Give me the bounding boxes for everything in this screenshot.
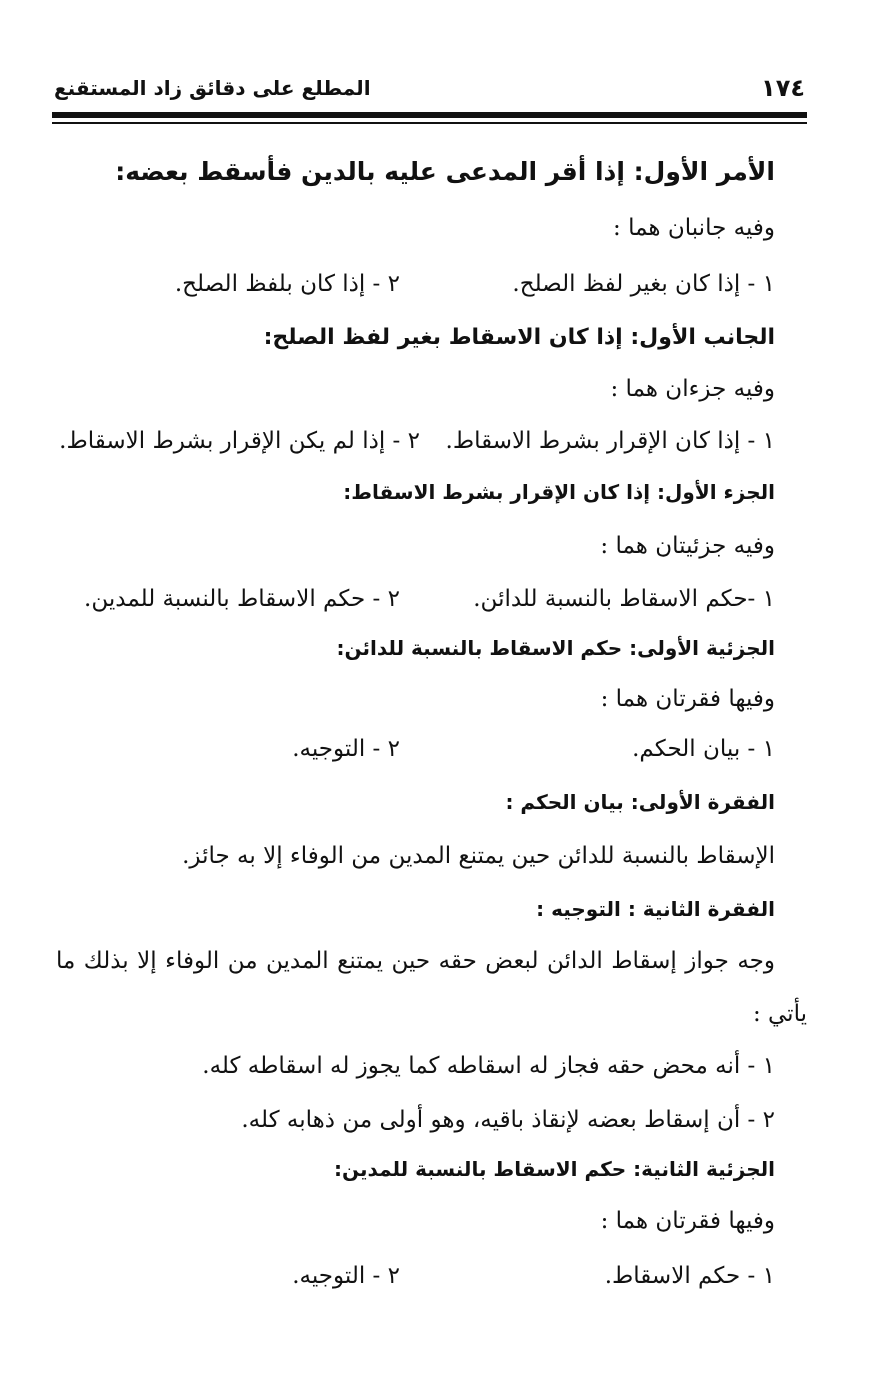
list-4-item-1: ١ - بيان الحكم. xyxy=(632,736,775,762)
intro-line-3: وفيه جزئيتان هما : xyxy=(600,533,775,559)
paragraph-hukm: الإسقاط بالنسبة للدائن حين يمتنع المدين من الوفاء إلا به جائز. xyxy=(182,843,775,869)
list-3-item-2: ٢ - حكم الاسقاط بالنسبة للمدين. xyxy=(84,586,400,612)
list-4-item-2: ٢ - التوجيه. xyxy=(292,736,400,762)
list-2-item-1: ١ - إذا كان الإقرار بشرط الاسقاط. xyxy=(445,428,775,454)
list-3-item-1: ١ -حكم الاسقاط بالنسبة للدائن. xyxy=(473,586,775,612)
paragraph-tawjih-line-2: يأتي : xyxy=(752,1001,807,1027)
page-number: ١٧٤ xyxy=(761,74,805,102)
paragraph-tawjih-line-1: وجه جواز إسقاط الدائن لبعض حقه حين يمتنع المدين من الوفاء إلا بذلك ما xyxy=(56,948,775,974)
page-header xyxy=(54,70,805,110)
header-rule-thick xyxy=(52,112,807,118)
heading-juziyya-1: الجزئية الأولى: حكم الاسقاط بالنسبة للدائن: xyxy=(336,636,775,660)
heading-juz-1: الجزء الأول: إذا كان الإقرار بشرط الاسقاط: xyxy=(343,480,775,504)
reason-item-2: ٢ - أن إسقاط بعضه لإنقاذ باقيه، وهو أولى من ذهابه كله. xyxy=(241,1107,775,1133)
list-1-item-1: ١ - إذا كان بغير لفظ الصلح. xyxy=(512,271,775,297)
heading-janib-1: الجانب الأول: إذا كان الاسقاط بغير لفظ الصلح: xyxy=(263,325,775,350)
heading-juziyya-2: الجزئية الثانية: حكم الاسقاط بالنسبة للمدين: xyxy=(334,1157,775,1181)
list-5-item-1: ١ - حكم الاسقاط. xyxy=(604,1263,775,1289)
heading-amr-1: الأمر الأول: إذا أقر المدعى عليه بالدين فأسقط بعضه: xyxy=(115,157,775,186)
heading-faqra-2: الفقرة الثانية : التوجيه : xyxy=(536,897,775,921)
intro-line-2: وفيه جزءان هما : xyxy=(610,376,775,402)
list-1-item-2: ٢ - إذا كان بلفظ الصلح. xyxy=(174,271,400,297)
header-rule-thin xyxy=(52,122,807,124)
list-2-item-2: ٢ - إذا لم يكن الإقرار بشرط الاسقاط. xyxy=(59,428,420,454)
list-5-item-2: ٢ - التوجيه. xyxy=(292,1263,400,1289)
heading-faqra-1: الفقرة الأولى: بيان الحكم : xyxy=(505,790,775,814)
intro-line-5: وفيها فقرتان هما : xyxy=(600,1208,775,1234)
intro-line-4: وفيها فقرتان هما : xyxy=(600,686,775,712)
running-title: المطلع على دقائق زاد المستقنع xyxy=(54,76,371,100)
intro-line-1: وفيه جانبان هما : xyxy=(613,215,775,241)
reason-item-1: ١ - أنه محض حقه فجاز له اسقاطه كما يجوز له اسقاطه كله. xyxy=(202,1053,775,1079)
